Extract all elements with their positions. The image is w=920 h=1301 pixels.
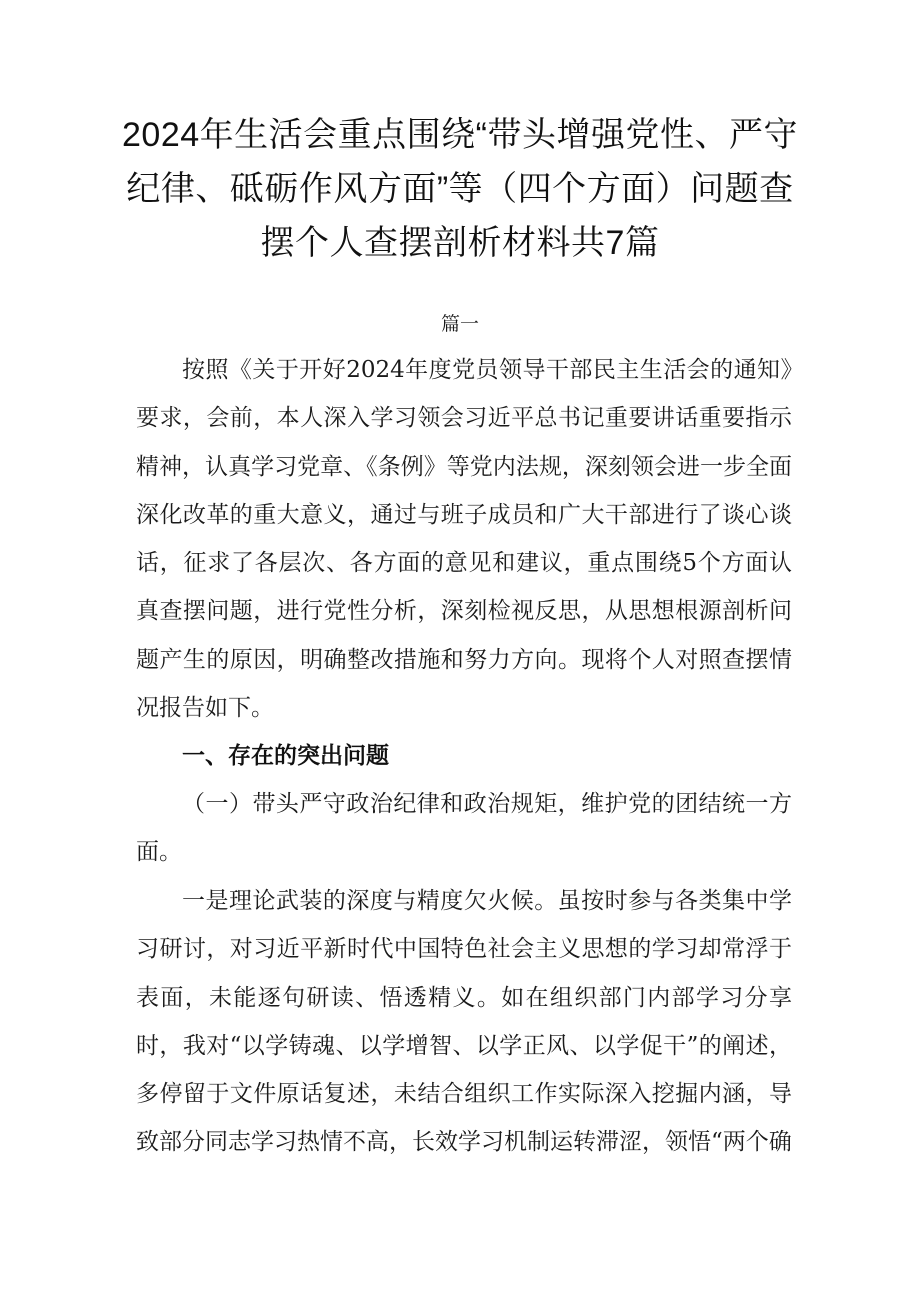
intro-paragraph: 按照《关于开好2024年度党员领导干部民主生活会的通知》要求，会前，本人深入学习领会习近平总书记重要讲话重要指示精神，认真学习党章、《条例》等党内法规，深刻领会进一步全面深化改革的重大意义，通过与班子成员和广大干部进行了谈心谈话，征求了各层次、各方面的意见和建议，重点围绕5个方面认真查摆问题，进行党性分析，深刻检视反思，从思想根源剖析问题产生的原因，明确整改措施和努力方向。现将个人对照查摆情况报告如下。 (136, 357, 792, 722)
section-heading: 一、存在的突出问题 (182, 743, 389, 769)
section-label: 篇一 (440, 313, 479, 335)
document-title: 2024年生活会重点围绕“带头增强党性、严守纪律、砥砺作风方面”等（四个方面）问题查摆个人查摆剖析材料共7篇 (122, 116, 798, 262)
point-paragraph: 一是理论武装的深度与精度欠火候。虽按时参与各类集中学习研讨，对习近平新时代中国特色社会主义思想的学习却常浮于表面，未能逐句研读、悟透精义。如在组织部门内部学习分享时，我对“以学铸魂、以学增智、以学正风、以学促干”的阐述，多停留于文件原话复述，未结合组织工作实际深入挖掘内涵，导致部分同志学习热情不高，长效学习机制运转滞涩，领悟“两个确 (136, 888, 792, 1156)
subsection-paragraph: （一）带头严守政治纪律和政治规矩，维护党的团结统一方面。 (136, 791, 792, 866)
